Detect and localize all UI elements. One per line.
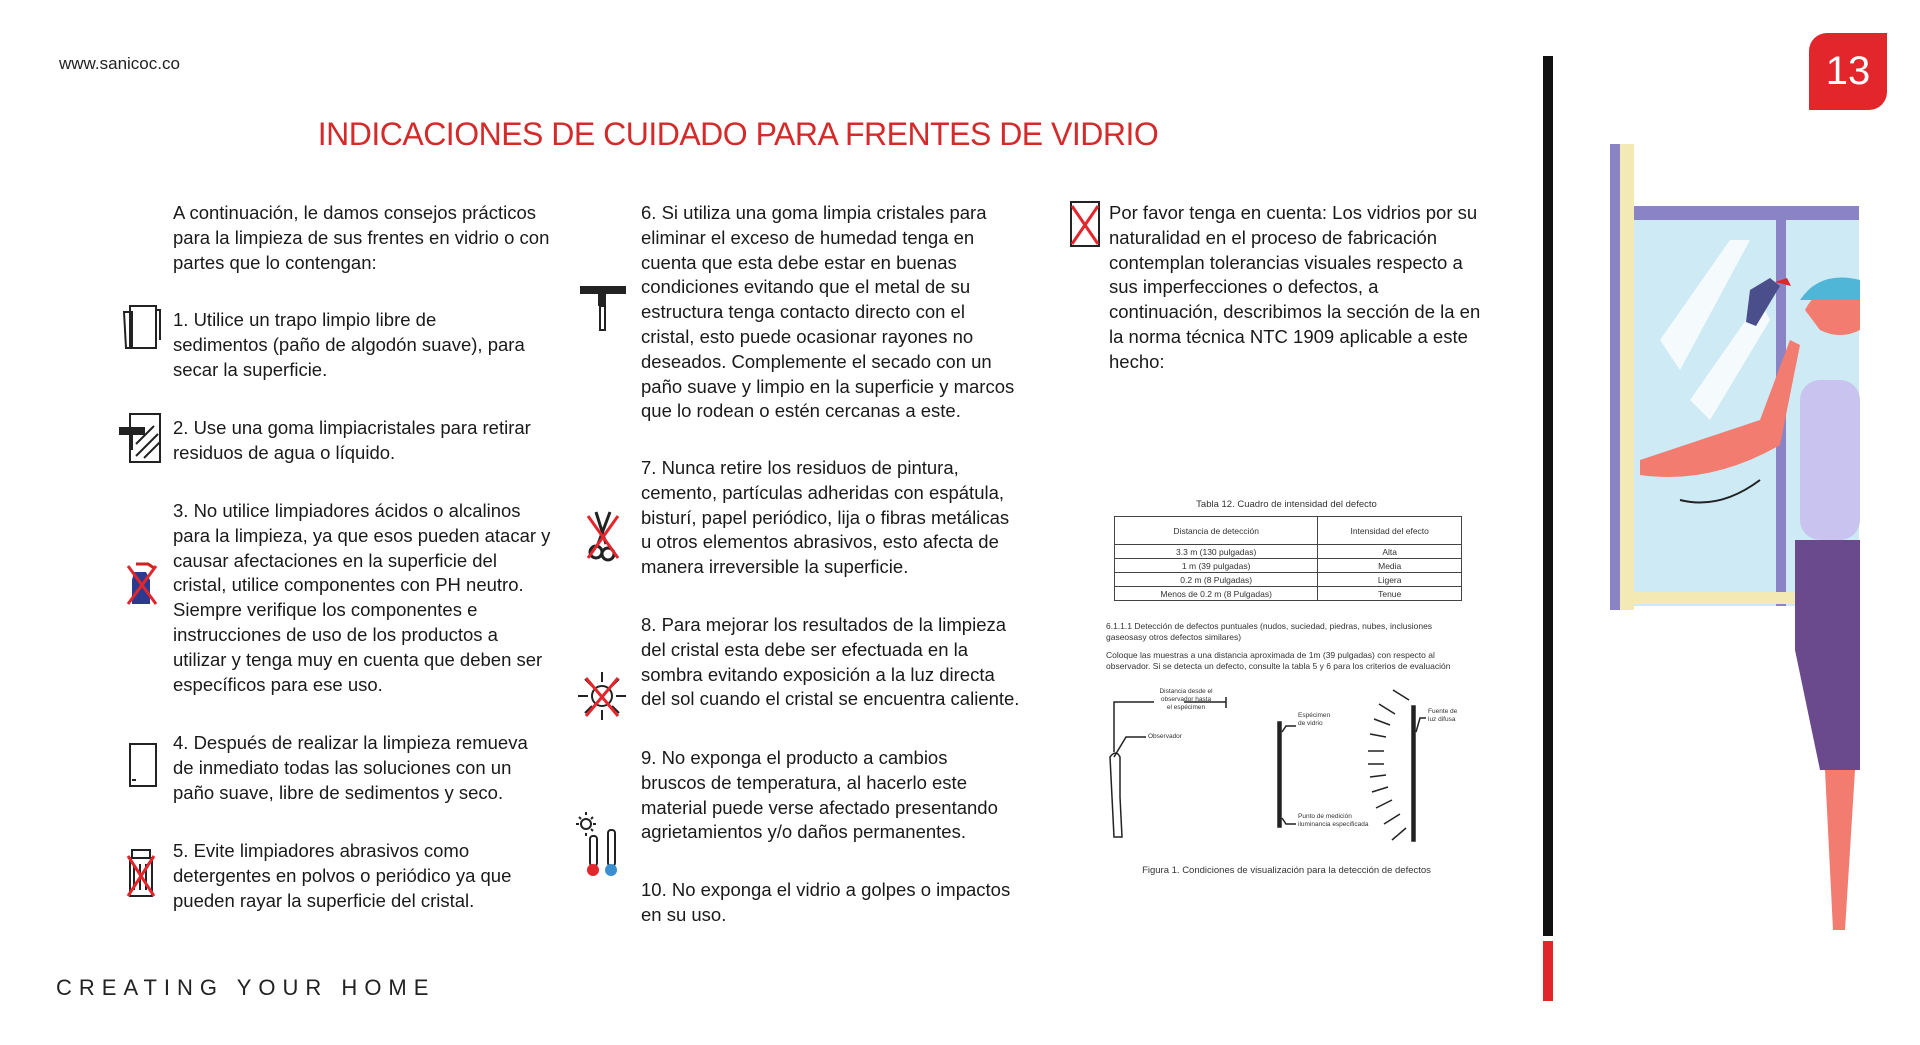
tip-2: 2. Use una goma limpiacristales para retirar residuos de agua o líquido.	[173, 417, 531, 463]
table-cell: Tenue	[1318, 587, 1462, 601]
label-measure-point: Punto de medición iluminancia especificada	[1298, 813, 1369, 828]
table-cell: Alta	[1318, 545, 1462, 559]
viewing-conditions-figure	[1106, 682, 1486, 862]
section-instruction: Coloque las muestras a una distancia aproximada de 1m (39 pulgadas) con respecto al observador. Si se detecta un defecto, consulte la tabla 5 y 6 para los criterios de evaluación	[1106, 650, 1451, 671]
tip-4: 4. Después de realizar la limpieza remueva de inmediato todas las soluciones con un paño suave, libre de sedimentos y seco.	[173, 732, 528, 803]
table-cell: 1 m (39 pulgadas)	[1115, 559, 1318, 573]
table-cell: 0.2 m (8 Pulgadas)	[1115, 573, 1318, 587]
no-sun-icon	[578, 670, 626, 722]
woman-cleaning-window-illustration	[1600, 140, 1870, 940]
accent-bar	[1543, 941, 1553, 1001]
squeegee-icon	[578, 282, 628, 334]
tip-7: 7. Nunca retire los residuos de pintura, cemento, partículas adheridas con espátula, bisturí, papel periódico, lija o fibras metálicas u otros elementos abrasivos, esto afecta de manera irreversible la superficie.	[641, 457, 1010, 578]
no-spray-icon	[124, 558, 160, 608]
intro-text: A continuación, le damos consejos prácticos para la limpieza de sus frentes en vidrio o con partes que lo contengan:	[173, 202, 550, 273]
table-header-row	[1115, 517, 1462, 545]
footer-tagline: CREATING YOUR HOME	[56, 975, 436, 1000]
tip-3: 3. No utilice limpiadores ácidos o alcalinos para la limpieza, ya que esos pueden atacar y causar afectaciones en la superficie del cristal, utilice componentes con PH neutro. Siempre verifique los componentes e instrucciones de uso de los productos a utilizar y tenga muy en cuenta que deben ser específicos para ese uso.	[173, 500, 551, 695]
table-caption: Tabla 12. Cuadro de intensidad del defecto	[1196, 499, 1377, 510]
label-light-source: Fuente de luz difusa	[1428, 708, 1458, 723]
tip-8: 8. Para mejorar los resultados de la limpieza del cristal esta debe ser efectuada en la sombra evitando exposición a la luz directa del sol cuando el cristal se encuentra caliente.	[641, 614, 1020, 710]
table-cell: Menos de 0.2 m (8 Pulgadas)	[1115, 587, 1318, 601]
label-observer: Observador	[1148, 733, 1182, 740]
tip-10: 10. No exponga el vidrio a golpes o impactos en su uso.	[641, 879, 1011, 925]
thermometer-icon	[576, 812, 626, 882]
squeegee-glass-icon	[118, 410, 166, 466]
table-header: Intensidad del efecto	[1318, 517, 1462, 545]
page-number-badge: 13	[1809, 33, 1887, 110]
table-row	[1115, 559, 1462, 573]
page-title: INDICACIONES DE CUIDADO PARA FRENTES DE VIDRIO	[317, 116, 1159, 152]
table-cell: 3.3 m (130 pulgadas)	[1115, 545, 1318, 559]
label-specimen: Espécimen de vidrio	[1298, 712, 1331, 727]
section-heading: 6.1.1.1 Detección de defectos puntuales (nudos, suciedad, piedras, nubes, inclusiones gaseosasy otros defectos similares)	[1106, 621, 1433, 642]
table-cell: Ligera	[1318, 573, 1462, 587]
warning-glass-icon	[1068, 200, 1102, 248]
tip-1: 1. Utilice un trapo limpio libre de sedimentos (paño de algodón suave), para secar la superficie.	[173, 309, 525, 380]
table-cell: Media	[1318, 559, 1462, 573]
glass-tolerance-note: Por favor tenga en cuenta: Los vidrios por su naturalidad en el proceso de fabricación contemplan tolerancias visuales respecto a sus imperfecciones o defectos, a continuación, describimos la sección de la en la norma técnica NTC 1909 aplicable a este hecho:	[1109, 202, 1481, 372]
cloth-icon	[120, 302, 164, 354]
tip-9: 9. No exponga el producto a cambios bruscos de temperatura, al hacerlo este material puede verse afectado presentando agrietamientos y/o daños permanentes.	[641, 747, 998, 843]
table-row	[1115, 545, 1462, 559]
defect-intensity-table	[1114, 516, 1462, 601]
figure-caption: Figura 1. Condiciones de visualización para la detección de defectos	[1142, 865, 1431, 876]
table-row	[1115, 587, 1462, 601]
tip-6: 6. Si utiliza una goma limpia cristales para eliminar el exceso de humedad tenga en cuenta que esta debe estar en buenas condiciones evitando que el metal de su estructura tenga contacto directo con el cristal, esto puede ocasionar rayones no deseados. Complemente el secado con un paño suave y limpio en la superficie y marcos que lo rodean o estén cercanas a este.	[641, 202, 1015, 422]
no-abrasive-icon	[124, 846, 158, 900]
tip-5: 5. Evite limpiadores abrasivos como detergentes en polvos o periódico ya que pueden rayar la superficie del cristal.	[173, 840, 512, 911]
table-header: Distancia de detección	[1115, 517, 1318, 545]
no-scissors-icon	[584, 508, 622, 568]
towel-icon	[124, 740, 162, 792]
table-row	[1115, 573, 1462, 587]
label-distance: Distancia desde el observador hasta el espécimen	[1159, 688, 1213, 711]
divider-bar	[1543, 56, 1553, 936]
website-url[interactable]: www.sanicoc.co	[59, 54, 180, 73]
